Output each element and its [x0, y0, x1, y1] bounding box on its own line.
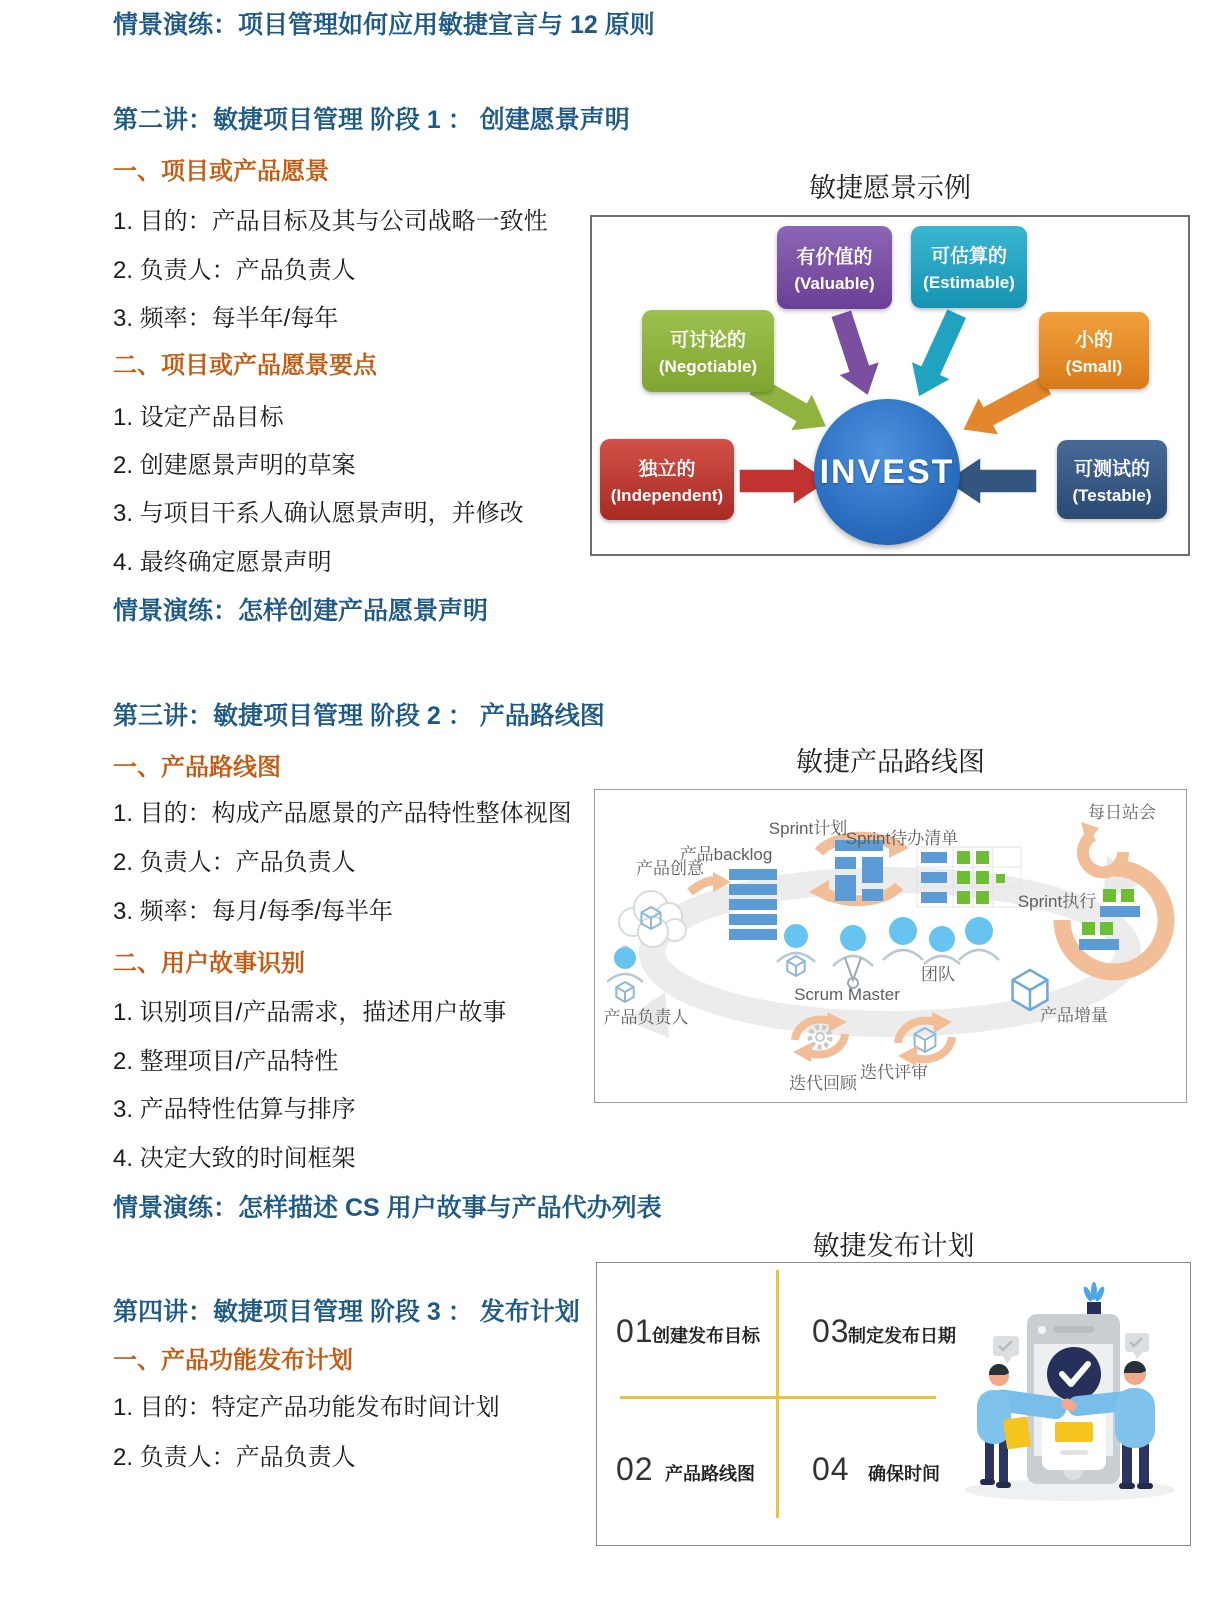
- label-product-backlog: 产品backlog: [679, 845, 773, 864]
- list-item: 3. 频率：每月/每季/每半年: [113, 898, 394, 925]
- node-label-cn: 可测试的: [1073, 458, 1150, 480]
- node-label-en: (Estimable): [923, 273, 1015, 292]
- list-item: 2. 负责人：产品负责人: [113, 257, 356, 284]
- arrow-estimable: [911, 308, 967, 397]
- label-sprint-backlog: Sprint待办清单: [845, 829, 959, 848]
- scenario-heading: 情景演练：项目管理如何应用敏捷宣言与 12 原则: [113, 11, 655, 39]
- team-icon: [883, 917, 999, 964]
- message-card: [1042, 1410, 1106, 1470]
- node-label-en: (Testable): [1072, 485, 1152, 505]
- label-product-idea: 产品创意: [636, 859, 704, 878]
- release-figure-title: 敏捷发布计划: [812, 1231, 975, 1261]
- list-item: 2. 负责人：产品负责人: [113, 1444, 356, 1471]
- step-label: 确保时间: [868, 1464, 940, 1484]
- product-owner-icon: [607, 947, 643, 1002]
- step-label: 制定发布日期: [848, 1326, 956, 1346]
- check-circle-icon: [1047, 1347, 1101, 1401]
- product-increment-cube-icon: [1013, 970, 1048, 1010]
- section-heading: 一、项目或产品愿景: [113, 158, 329, 185]
- node-label-cn: 可讨论的: [669, 330, 746, 351]
- list-item: 1. 识别项目/产品需求，描述用户故事: [113, 999, 507, 1026]
- step-number: 01: [616, 1313, 654, 1349]
- invest-figure: [590, 215, 1190, 556]
- step-number: 02: [616, 1451, 654, 1487]
- label-iteration-retro: 迭代回顾: [789, 1074, 857, 1093]
- list-item: 1. 目的：特定产品功能发布时间计划: [113, 1394, 500, 1421]
- list-item: 3. 产品特性估算与排序: [113, 1096, 356, 1123]
- list-item: 3. 频率：每半年/每年: [113, 305, 339, 332]
- node-label-en: (Valuable): [794, 273, 875, 293]
- label-daily-standup: 每日站会: [1088, 803, 1156, 822]
- section-heading: 二、用户故事识别: [113, 950, 305, 977]
- flow-arrow: [690, 881, 715, 892]
- invest-center: [814, 399, 960, 545]
- backlog-bars: [729, 869, 777, 940]
- invest-node-negotiable: [642, 310, 774, 392]
- node-label-cn: 可估算的: [930, 246, 1007, 267]
- node-label-cn: 独立的: [638, 458, 696, 480]
- label-iteration-review: 迭代评审: [860, 1063, 928, 1082]
- arrow-small: [963, 375, 1053, 435]
- scenario-heading: 情景演练：怎样创建产品愿景声明: [113, 597, 489, 625]
- list-item: 2. 创建愿景声明的草案: [113, 452, 356, 479]
- list-item: 4. 最终确定愿景声明: [113, 549, 332, 576]
- label-product-increment: 产品增量: [1040, 1006, 1108, 1025]
- release-figure: [596, 1262, 1191, 1546]
- roadmap-canvas: [595, 790, 1186, 1102]
- lecture2-title: 第二讲：敏捷项目管理 阶段 1 ： 创建愿景声明: [113, 106, 630, 134]
- arrow-valuable: [831, 310, 880, 396]
- invest-node-valuable: [777, 226, 892, 309]
- node-label-cn: 有价值的: [796, 246, 873, 268]
- list-item: 1. 设定产品目标: [113, 404, 284, 431]
- step-label: 产品路线图: [665, 1464, 755, 1484]
- invest-figure-title: 敏捷愿景示例: [809, 173, 971, 203]
- step-number: 03: [812, 1313, 850, 1349]
- scrum-master-icon: [777, 924, 873, 988]
- invest-center-label: INVEST: [819, 452, 955, 491]
- node-label-en: (Small): [1065, 356, 1123, 376]
- label-scrum-master: Scrum Master: [794, 985, 900, 1004]
- invest-node-testable: [1057, 440, 1167, 519]
- invest-node-estimable: [911, 226, 1027, 308]
- section-heading: 一、产品路线图: [113, 754, 281, 781]
- list-item: 4. 决定大致的时间框架: [113, 1145, 356, 1172]
- list-item: 1. 目的：构成产品愿景的产品特性整体视图: [113, 800, 572, 827]
- lecture3-title: 第三讲：敏捷项目管理 阶段 2 ： 产品路线图: [113, 702, 605, 730]
- list-item: 3. 与项目干系人确认愿景声明，并修改: [113, 500, 524, 527]
- invest-node-independent: [600, 439, 734, 520]
- section-heading: 一、产品功能发布计划: [113, 1347, 353, 1374]
- list-item: 1. 目的：产品目标及其与公司战略一致性: [113, 208, 548, 235]
- step-label: 创建发布目标: [652, 1326, 760, 1346]
- label-team: 团队: [921, 965, 955, 984]
- release-illustration: [947, 1278, 1187, 1523]
- node-label-cn: 小的: [1074, 329, 1113, 351]
- label-product-owner: 产品负责人: [603, 1008, 689, 1027]
- list-item: 2. 负责人：产品负责人: [113, 849, 356, 876]
- scenario-heading: 情景演练：怎样描述 CS 用户故事与产品代办列表: [113, 1194, 662, 1222]
- section-heading: 二、项目或产品愿景要点: [113, 352, 377, 379]
- roadmap-figure: [594, 789, 1187, 1103]
- label-sprint-exec: Sprint执行: [1017, 892, 1097, 911]
- invest-node-small: [1039, 312, 1149, 389]
- divider-vertical: [776, 1270, 779, 1518]
- list-item: 2. 整理项目/产品特性: [113, 1048, 339, 1075]
- step-number: 04: [812, 1451, 850, 1487]
- divider-horizontal: [620, 1396, 936, 1399]
- node-label-en: (Independent): [610, 485, 724, 505]
- lecture4-title: 第四讲：敏捷项目管理 阶段 3 ： 发布计划: [113, 1298, 580, 1326]
- roadmap-figure-title: 敏捷产品路线图: [796, 747, 985, 777]
- label-sprint-plan: Sprint计划: [768, 819, 848, 838]
- node-label-en: (Negotiable): [658, 357, 758, 376]
